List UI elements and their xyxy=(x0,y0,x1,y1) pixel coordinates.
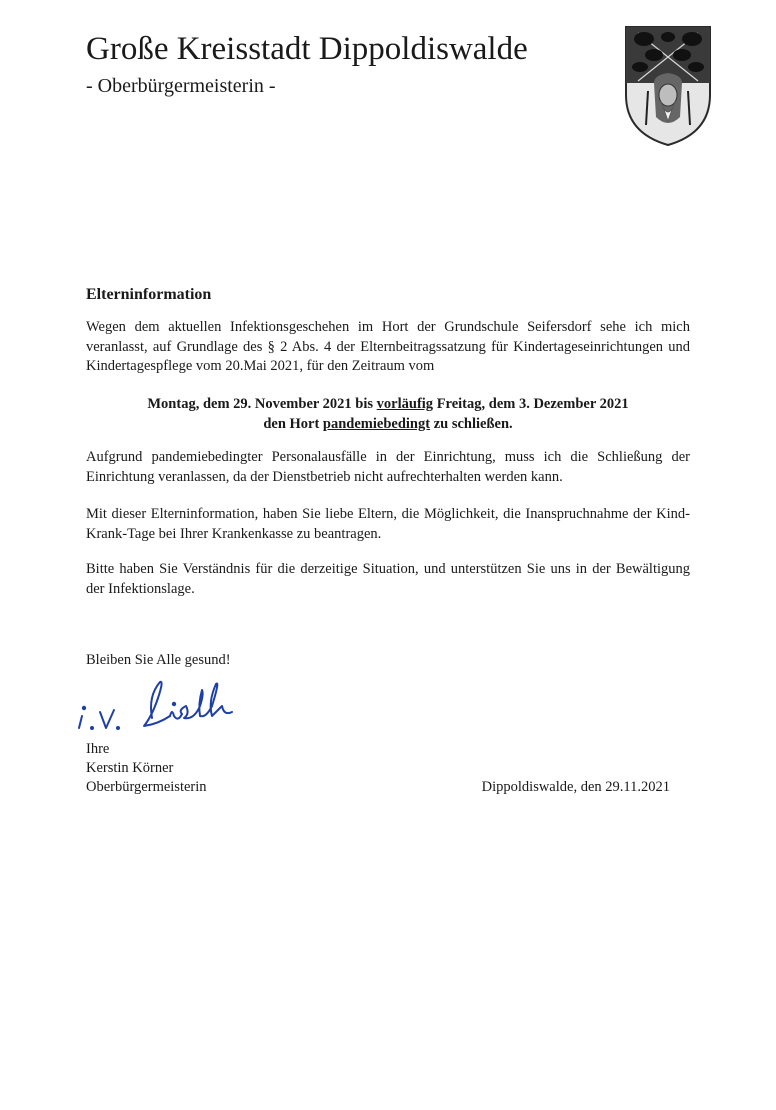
signer-title: Oberbürgermeisterin xyxy=(86,779,207,795)
closure-line-2 xyxy=(86,415,690,435)
city-title: Große Kreisstadt Dippoldiswalde xyxy=(86,31,528,67)
signer-name: Kerstin Körner xyxy=(86,760,174,776)
closing-wish: Bleiben Sie Alle gesund! xyxy=(86,652,231,668)
office-subtitle: - Oberbürgermeisterin - xyxy=(86,75,276,97)
handwritten-signature xyxy=(74,676,249,736)
closure-action: zu schließen. xyxy=(430,415,513,432)
sign-off: Ihre xyxy=(86,741,110,757)
closure-dates-end: Freitag, dem 3. Dezember 2021 xyxy=(433,396,629,412)
coat-of-arms-icon xyxy=(624,25,712,147)
closure-dates-start: Montag, dem 29. November 2021 bis xyxy=(147,396,377,412)
understanding-paragraph: Bitte haben Sie Verständnis für die derzeitige Situation, und unterstützen Sie uns in der Bewältigung der Infektionslage. xyxy=(86,561,690,597)
closure-subject: den Hort xyxy=(263,415,323,432)
signature-block xyxy=(86,740,207,797)
intro-paragraph: Wegen dem aktuellen Infektionsgeschehen im Hort der Grundschule Seifersdorf sehe ich mich veranlasst, auf Grundlage des § 2 Abs. 4 der Elternbeitragssatzung für Kindertageseinrichtungen und Kindertagespflege vom 20.Mai 2021, für den Zeitraum vom xyxy=(86,319,690,374)
letter-heading: Elterninformation xyxy=(86,286,212,303)
sick-days-paragraph: Mit dieser Elterninformation, haben Sie liebe Eltern, die Möglichkeit, die Inanspruchnahme der Kind-Krank-Tage bei Ihrer Krankenkasse zu beantragen. xyxy=(86,506,690,542)
closure-notice xyxy=(86,395,690,434)
staffing-paragraph: Aufgrund pandemiebedingter Personalausfälle in der Einrichtung, muss ich die Schließung der Einrichtung veranlassen, da der Dienstbetrieb nicht aufrechterhalten werden kann. xyxy=(86,449,690,485)
place-and-date: Dippoldiswalde, den 29.11.2021 xyxy=(481,779,670,795)
closure-provisional: vorläufig xyxy=(376,396,434,412)
closure-reason: pandemiebedingt xyxy=(322,415,431,432)
closure-line-1 xyxy=(86,395,690,415)
